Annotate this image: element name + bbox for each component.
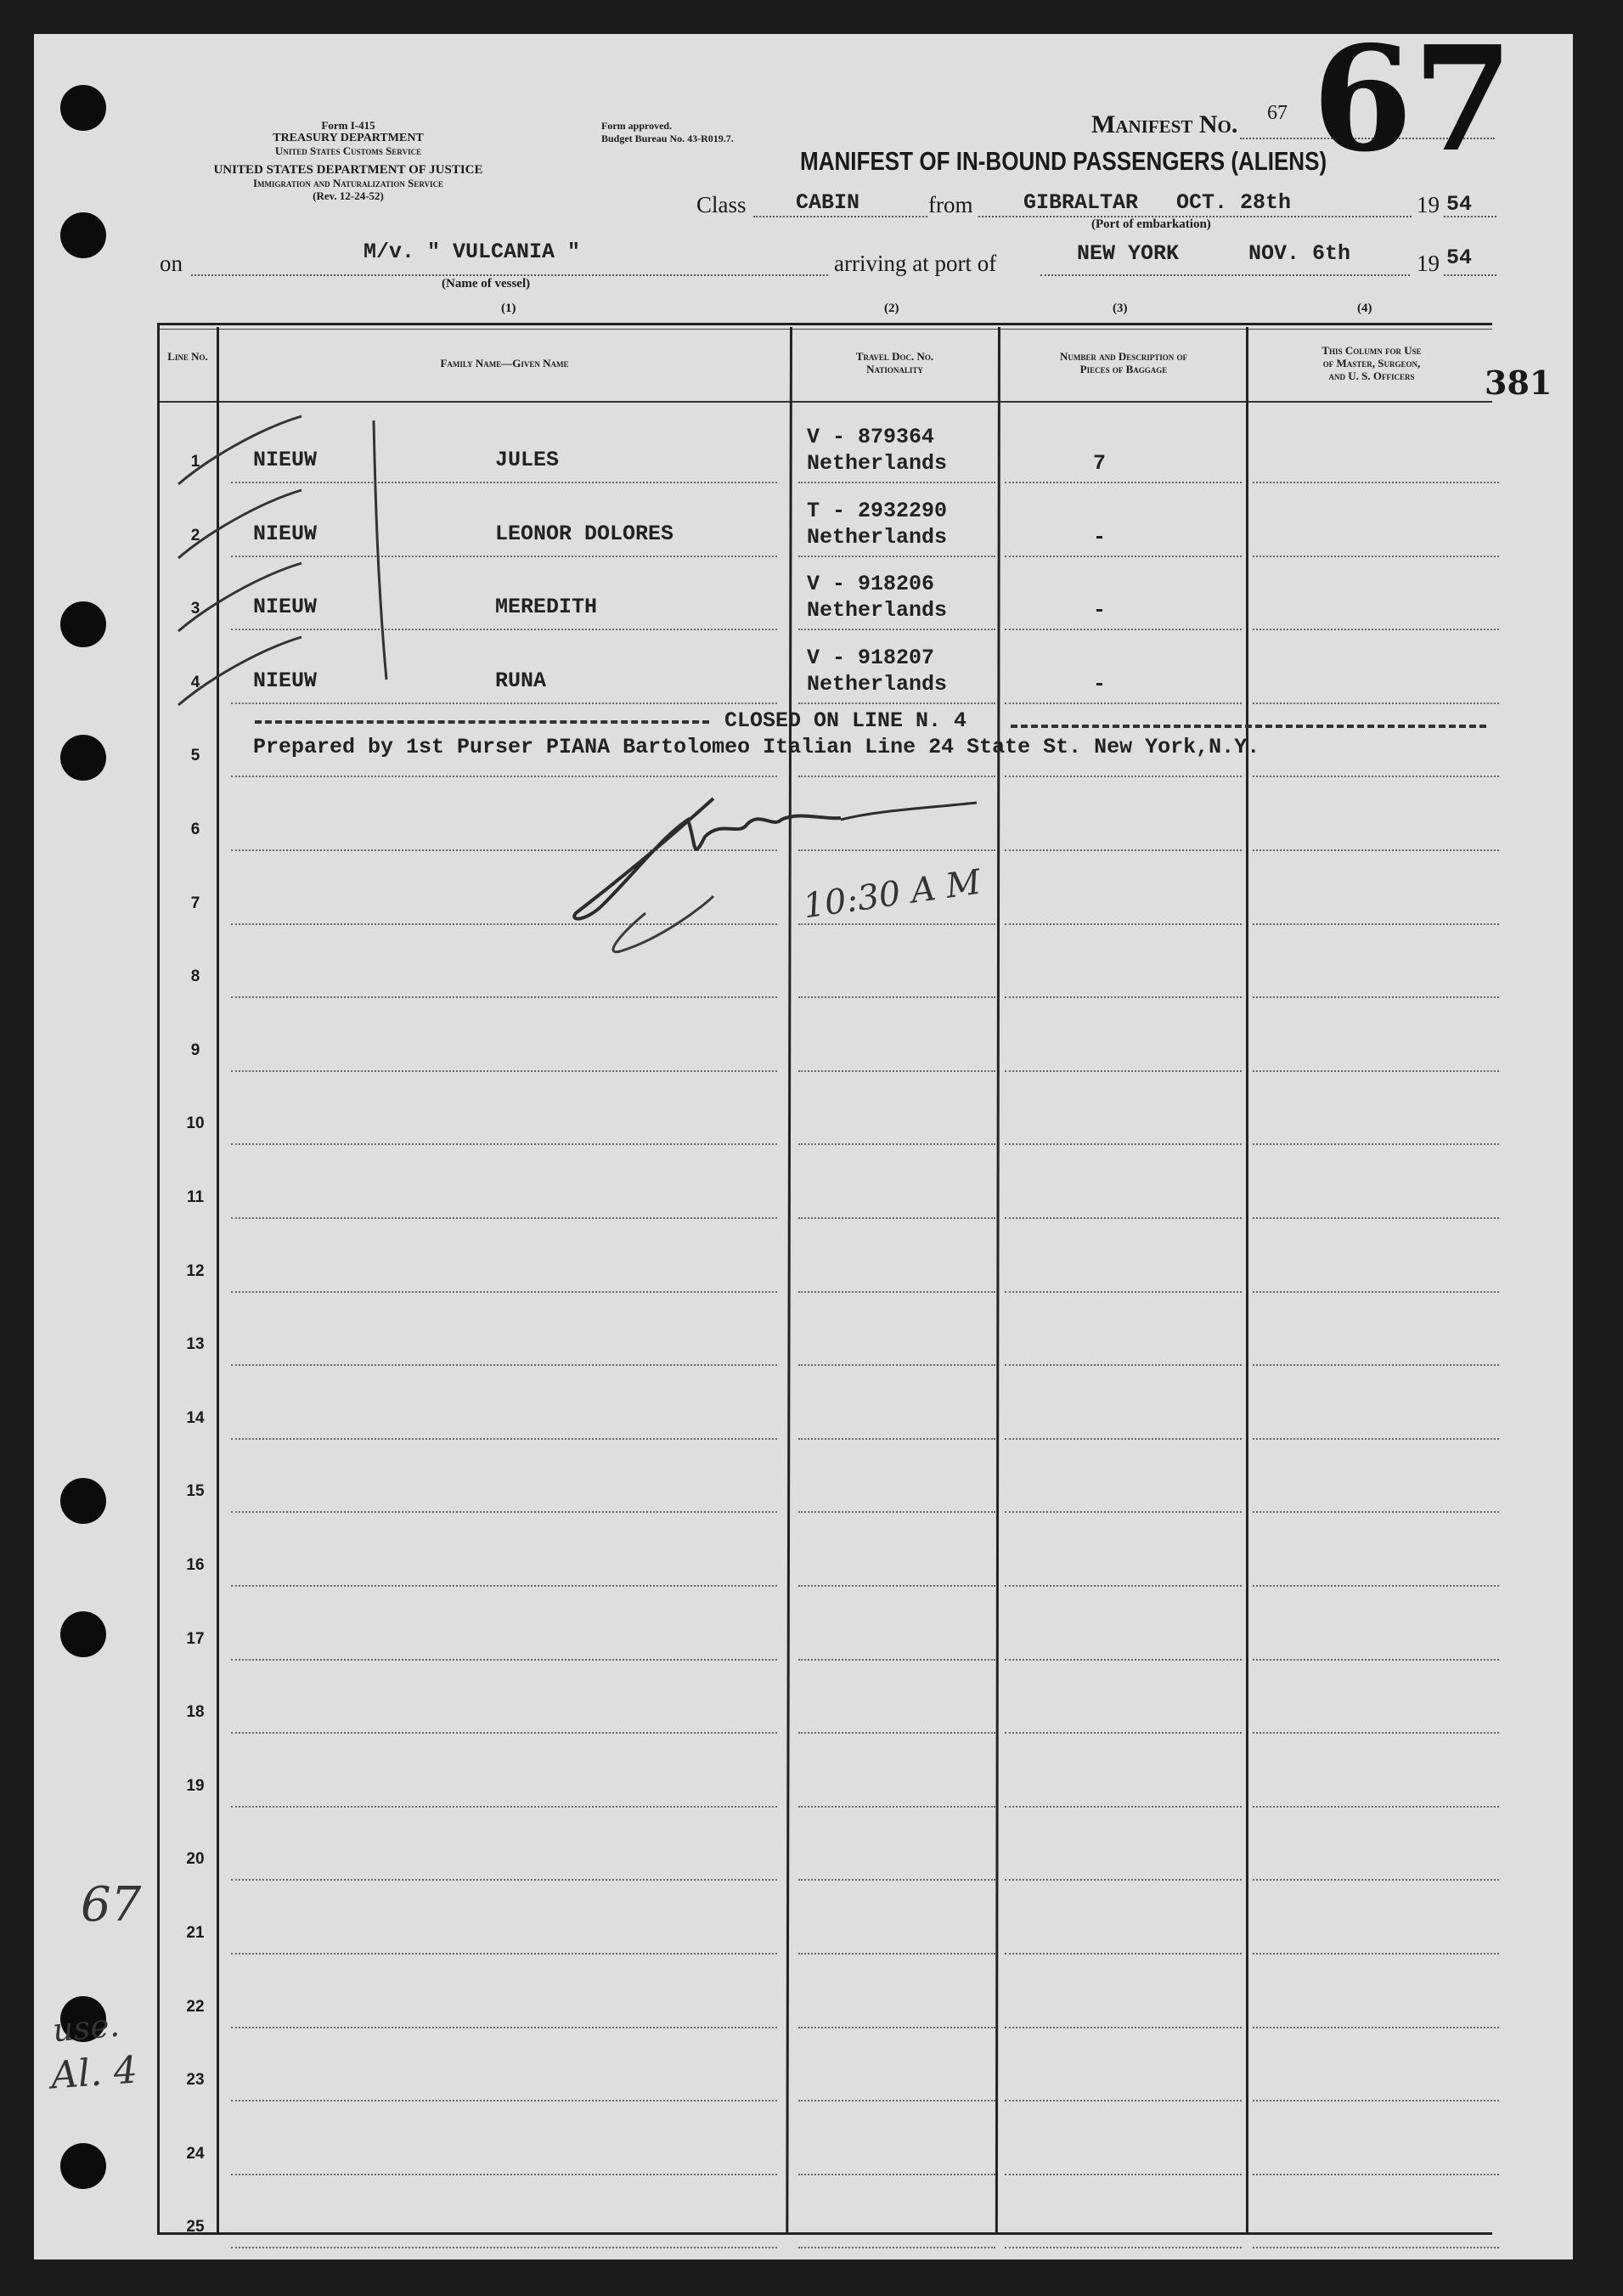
row-rule — [1005, 2100, 1242, 2101]
bracket-mark-icon — [365, 416, 391, 688]
row-rule — [798, 1143, 995, 1145]
row-rule — [1005, 482, 1242, 483]
row-rule — [1005, 629, 1242, 630]
row-rule — [1253, 1659, 1499, 1661]
class-value: CABIN — [796, 190, 860, 215]
row-rule — [1253, 2100, 1499, 2101]
row-rule — [231, 556, 777, 557]
line-number: 4 — [190, 674, 200, 691]
punch-hole — [60, 735, 106, 781]
line-number: 23 — [186, 2071, 205, 2089]
class-line — [753, 216, 927, 217]
row-rule — [1253, 2027, 1499, 2028]
row-rule — [1005, 702, 1242, 704]
manifest-no-typed: 67 — [1267, 102, 1288, 124]
line-number: 18 — [186, 1703, 205, 1721]
row-rule — [798, 1585, 995, 1587]
punch-hole — [60, 85, 106, 131]
treasury-dept: TREASURY DEPARTMENT — [273, 132, 424, 144]
ins-service: Immigration and Naturalization Service — [252, 177, 444, 189]
line-number: 12 — [186, 1262, 205, 1280]
row-rule — [231, 996, 777, 998]
line-number: 15 — [186, 1482, 205, 1500]
row-rule — [1005, 1659, 1242, 1661]
form-revision: (Rev. 12-24-52) — [313, 189, 384, 202]
justice-dept: UNITED STATES DEPARTMENT OF JUSTICE — [213, 163, 483, 177]
row-rule — [1005, 2027, 1242, 2028]
row-rule — [231, 1070, 777, 1072]
line-number: 10 — [186, 1114, 205, 1132]
row-rule — [1253, 556, 1499, 557]
row-rule — [1253, 1585, 1499, 1587]
header-baggage-1: Number and Description of — [1059, 350, 1188, 363]
row-rule — [798, 1659, 995, 1661]
row-rule — [798, 1438, 995, 1440]
row-rule — [798, 1732, 995, 1734]
punch-hole — [60, 1611, 106, 1657]
year-value-2: 54 — [1446, 245, 1473, 270]
row-rule — [231, 1291, 777, 1293]
passenger-baggage: - — [1093, 525, 1107, 550]
passenger-travel-doc: V - 918206 — [807, 572, 935, 596]
line-number: 8 — [190, 967, 200, 985]
passenger-given-name: JULES — [495, 448, 560, 472]
line-number: 7 — [190, 894, 200, 912]
row-rule — [798, 996, 995, 998]
passenger-family-name: NIEUW — [253, 668, 318, 693]
arrival-port: NEW YORK — [1077, 241, 1180, 266]
from-port: GIBRALTAR — [1023, 190, 1139, 215]
passenger-baggage: 7 — [1093, 451, 1107, 476]
row-rule — [798, 1879, 995, 1881]
row-rule — [798, 2100, 995, 2101]
row-rule — [1005, 776, 1242, 777]
passenger-travel-doc: T - 2932290 — [807, 499, 948, 523]
passenger-baggage: - — [1093, 672, 1107, 697]
row-rule — [1253, 1732, 1499, 1734]
line-number: 20 — [186, 1850, 205, 1868]
check-mark-icon — [174, 633, 310, 709]
row-rule — [231, 1217, 777, 1219]
row-rule — [1005, 556, 1242, 557]
row-rule — [1005, 849, 1242, 851]
row-rule — [1253, 923, 1499, 925]
vessel-line — [191, 274, 828, 276]
margin-note-67: 67 — [81, 1877, 142, 1932]
row-rule — [1253, 1364, 1499, 1366]
row-rule — [231, 776, 777, 777]
row-rule — [231, 1806, 777, 1808]
row-rule — [231, 2027, 777, 2028]
row-rule — [231, 2100, 777, 2101]
header-officers-2: of Master, Surgeon, — [1322, 357, 1421, 370]
row-rule — [1005, 1438, 1242, 1440]
arrival-line — [1040, 274, 1410, 276]
row-rule — [1253, 1953, 1499, 1955]
header-name: Family Name—Given Name — [440, 357, 569, 370]
row-rule — [798, 1217, 995, 1219]
row-rule — [798, 1806, 995, 1808]
row-rule — [231, 1364, 777, 1366]
table-bottom-rule — [157, 2232, 1492, 2235]
punch-hole — [60, 212, 106, 258]
line-number: 2 — [190, 527, 200, 544]
row-rule — [798, 776, 995, 777]
passenger-given-name: LEONOR DOLORES — [495, 522, 674, 546]
header-travel-doc-2: Nationality — [866, 363, 923, 375]
prepared-by: Prepared by 1st Purser PIANA Bartolomeo Italian Line 24 State St. New York,N.Y. — [253, 735, 1260, 759]
vessel-caption: (Name of vessel) — [442, 277, 531, 291]
baggage-divider — [1246, 327, 1248, 2234]
line-number: 22 — [186, 1998, 205, 2016]
row-rule — [231, 702, 777, 704]
col-number-1: (1) — [501, 302, 516, 315]
form-agency-block — [153, 119, 544, 202]
from-label: from — [928, 192, 973, 217]
row-rule — [1005, 1732, 1242, 1734]
line-number: 16 — [186, 1556, 205, 1574]
manifest-label: Manifest No. — [1091, 110, 1238, 138]
row-rule — [1253, 702, 1499, 704]
manifest-title: MANIFEST OF IN-BOUND PASSENGERS (ALIENS) — [800, 146, 1327, 176]
line-number: 1 — [190, 453, 200, 471]
row-rule — [231, 1585, 777, 1587]
row-rule — [231, 482, 777, 483]
row-rule — [1253, 629, 1499, 630]
col-number-3: (3) — [1113, 302, 1128, 315]
row-rule — [798, 2027, 995, 2028]
line-number: 19 — [186, 1777, 205, 1795]
row-rule — [1253, 1511, 1499, 1513]
row-rule — [1005, 996, 1242, 998]
budget-bureau: Budget Bureau No. 43-R019.7. — [601, 133, 734, 144]
customs-service: United States Customs Service — [274, 144, 422, 157]
passenger-travel-doc: V - 918207 — [807, 646, 935, 670]
row-rule — [231, 1511, 777, 1513]
row-rule — [798, 556, 995, 557]
passenger-given-name: MEREDITH — [495, 595, 598, 619]
line-number: 21 — [186, 1924, 205, 1942]
line-number: 9 — [190, 1041, 200, 1059]
year-line-2 — [1444, 274, 1496, 276]
closed-rule-right — [1011, 725, 1486, 728]
passenger-nationality: Netherlands — [807, 672, 948, 697]
header-travel-doc — [792, 350, 998, 375]
row-rule — [1253, 996, 1499, 998]
row-rule — [1005, 1143, 1242, 1145]
line-number: 11 — [186, 1188, 205, 1206]
row-rule — [798, 1511, 995, 1513]
header-baggage-2: Pieces of Baggage — [1079, 363, 1168, 375]
row-rule — [231, 2247, 777, 2248]
signature-tail — [841, 803, 977, 820]
class-label: Class — [696, 192, 747, 217]
table-top-rule — [157, 323, 1492, 325]
row-rule — [1005, 1585, 1242, 1587]
row-rule — [1005, 1291, 1242, 1293]
passenger-family-name: NIEUW — [253, 522, 318, 546]
row-rule — [1253, 2247, 1499, 2248]
row-rule — [231, 1732, 777, 1734]
row-rule — [231, 1659, 777, 1661]
line-number: 5 — [190, 747, 200, 764]
row-rule — [231, 1953, 777, 1955]
row-rule — [231, 1879, 777, 1881]
header-line-no: Line No. — [167, 350, 208, 363]
row-rule — [798, 1070, 995, 1072]
header-travel-doc-1: Travel Doc. No. — [855, 350, 934, 363]
row-rule — [798, 2174, 995, 2175]
row-rule — [231, 2174, 777, 2175]
header-officers — [1248, 344, 1495, 382]
row-rule — [1253, 1806, 1499, 1808]
closed-rule-left — [255, 720, 709, 724]
header-baggage — [1000, 350, 1247, 375]
row-rule — [1253, 1070, 1499, 1072]
row-rule — [1253, 776, 1499, 777]
row-rule — [1253, 1438, 1499, 1440]
line-number: 17 — [186, 1630, 205, 1648]
arriving-label: arriving at port of — [834, 251, 997, 276]
row-rule — [798, 1364, 995, 1366]
row-rule — [1005, 1953, 1242, 1955]
row-rule — [1253, 1143, 1499, 1145]
line-number: 25 — [186, 2218, 205, 2236]
from-date: OCT. 28th — [1176, 190, 1292, 215]
row-rule — [231, 1438, 777, 1440]
row-rule — [1005, 923, 1242, 925]
passenger-family-name: NIEUW — [253, 448, 318, 472]
row-rule — [1005, 1511, 1242, 1513]
year-prefix-2: 19 — [1417, 251, 1440, 276]
manifest-no-stamp: 67 — [1312, 14, 1513, 184]
col-number-4: (4) — [1357, 302, 1372, 315]
passenger-baggage: - — [1093, 598, 1107, 623]
line-number: 6 — [190, 821, 200, 838]
row-rule — [798, 1291, 995, 1293]
punch-hole — [60, 2143, 106, 2189]
row-rule — [798, 2247, 995, 2248]
row-rule — [1005, 1364, 1242, 1366]
row-rule — [1253, 482, 1499, 483]
punch-hole — [60, 601, 106, 647]
line-number: 24 — [186, 2145, 205, 2163]
passenger-nationality: Netherlands — [807, 598, 948, 623]
row-rule — [1253, 1217, 1499, 1219]
row-rule — [798, 702, 995, 704]
arrival-date: NOV. 6th — [1248, 241, 1351, 266]
header-officers-3: and U. S. Officers — [1328, 370, 1415, 382]
year-value: 54 — [1446, 192, 1473, 217]
stamp-381: 381 — [1485, 364, 1553, 402]
passenger-given-name: RUNA — [495, 668, 547, 693]
closed-on-line: CLOSED ON LINE N. 4 — [724, 708, 967, 733]
passenger-nationality: Netherlands — [807, 525, 948, 550]
initials-stroke — [613, 896, 713, 952]
line-number: 14 — [186, 1409, 205, 1427]
row-rule — [1005, 1070, 1242, 1072]
row-rule — [1005, 1806, 1242, 1808]
arrival-time-note: 10:30 A M — [800, 862, 983, 927]
check-mark-icon — [174, 412, 310, 488]
passenger-family-name: NIEUW — [253, 595, 318, 619]
row-rule — [798, 1953, 995, 1955]
passenger-nationality: Netherlands — [807, 451, 948, 476]
passenger-travel-doc: V - 879364 — [807, 425, 935, 449]
row-rule — [1005, 1879, 1242, 1881]
row-rule — [1253, 1879, 1499, 1881]
form-approved-block — [601, 120, 734, 145]
row-rule — [1005, 1217, 1242, 1219]
check-mark-icon — [174, 559, 310, 635]
row-rule — [231, 1143, 777, 1145]
margin-note-use: use. — [51, 2005, 121, 2050]
table-left-border — [157, 323, 160, 2234]
punch-hole — [60, 1478, 106, 1524]
table-top-rule-2 — [157, 329, 1492, 330]
form-approved: Form approved. — [601, 120, 673, 132]
vessel-name: M/v. " VULCANIA " — [363, 240, 581, 264]
col-number-2: (2) — [884, 302, 899, 315]
row-rule — [798, 482, 995, 483]
row-rule — [798, 629, 995, 630]
form-number: Form I-415 — [321, 119, 375, 132]
margin-note-al4: Al. 4 — [49, 2048, 139, 2098]
header-officers-1: This Column for Use — [1322, 344, 1422, 357]
port-caption: (Port of embarkation) — [1091, 217, 1211, 231]
on-label: on — [160, 251, 183, 276]
year-prefix: 19 — [1417, 192, 1440, 217]
header-bottom-rule — [157, 401, 1492, 403]
row-rule — [1253, 2174, 1499, 2175]
row-rule — [1253, 1291, 1499, 1293]
row-rule — [1005, 2247, 1242, 2248]
row-rule — [231, 629, 777, 630]
row-rule — [1005, 2174, 1242, 2175]
line-number: 3 — [190, 600, 200, 618]
check-mark-icon — [174, 486, 310, 562]
year-line — [1444, 216, 1496, 217]
line-number: 13 — [186, 1335, 205, 1353]
row-rule — [1253, 849, 1499, 851]
